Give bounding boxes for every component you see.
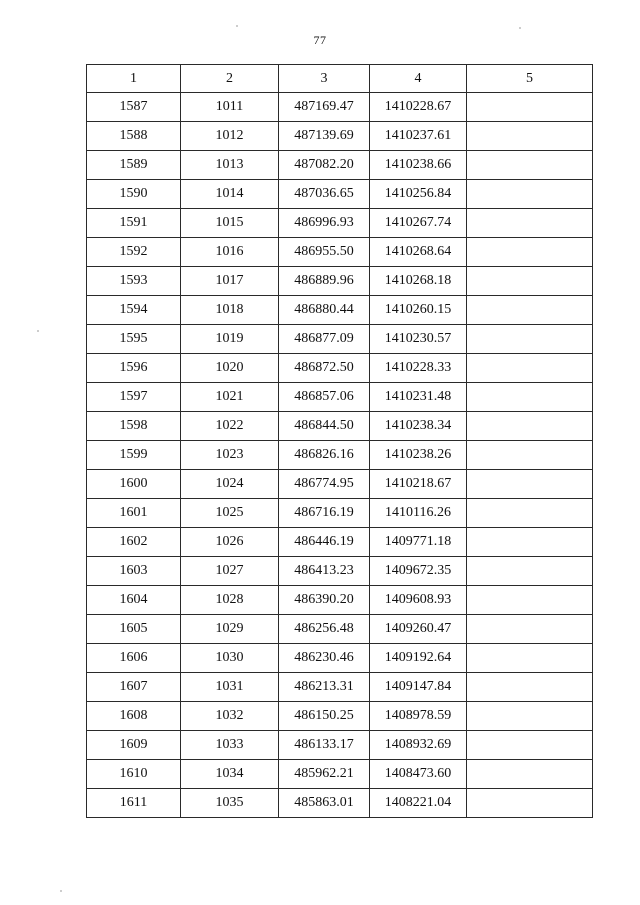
x-coordinate-cell: 486390.20	[279, 586, 370, 615]
index-cell: 1019	[181, 325, 279, 354]
point-number-cell: 1609	[87, 731, 181, 760]
y-coordinate-cell: 1408978.59	[370, 702, 467, 731]
y-coordinate-cell: 1409192.64	[370, 644, 467, 673]
point-number-cell: 1610	[87, 760, 181, 789]
note-cell	[467, 586, 593, 615]
note-cell	[467, 615, 593, 644]
index-cell: 1035	[181, 789, 279, 818]
note-cell	[467, 354, 593, 383]
table-row	[87, 296, 593, 325]
y-coordinate-cell: 1409608.93	[370, 586, 467, 615]
note-cell	[467, 180, 593, 209]
point-number-cell: 1589	[87, 151, 181, 180]
x-coordinate-cell: 486213.31	[279, 673, 370, 702]
note-cell	[467, 557, 593, 586]
note-cell	[467, 702, 593, 731]
index-cell: 1032	[181, 702, 279, 731]
table-row	[87, 731, 593, 760]
index-cell: 1025	[181, 499, 279, 528]
table-row	[87, 615, 593, 644]
point-number-cell: 1608	[87, 702, 181, 731]
x-coordinate-cell: 486716.19	[279, 499, 370, 528]
table-header	[87, 65, 593, 93]
y-coordinate-cell: 1410267.74	[370, 209, 467, 238]
point-number-cell: 1595	[87, 325, 181, 354]
table-row	[87, 702, 593, 731]
index-cell: 1015	[181, 209, 279, 238]
note-cell	[467, 528, 593, 557]
scan-speck	[236, 25, 238, 27]
index-cell: 1027	[181, 557, 279, 586]
table-row	[87, 325, 593, 354]
x-coordinate-cell: 486877.09	[279, 325, 370, 354]
note-cell	[467, 383, 593, 412]
y-coordinate-cell: 1409147.84	[370, 673, 467, 702]
index-cell: 1021	[181, 383, 279, 412]
x-coordinate-cell: 486844.50	[279, 412, 370, 441]
table-row	[87, 760, 593, 789]
y-coordinate-cell: 1410218.67	[370, 470, 467, 499]
point-number-cell: 1601	[87, 499, 181, 528]
index-cell: 1030	[181, 644, 279, 673]
point-number-cell: 1598	[87, 412, 181, 441]
x-coordinate-cell: 486955.50	[279, 238, 370, 267]
table-row	[87, 499, 593, 528]
point-number-cell: 1591	[87, 209, 181, 238]
table-row	[87, 673, 593, 702]
note-cell	[467, 209, 593, 238]
table-row	[87, 383, 593, 412]
x-coordinate-cell: 485962.21	[279, 760, 370, 789]
y-coordinate-cell: 1410238.34	[370, 412, 467, 441]
y-coordinate-cell: 1409260.47	[370, 615, 467, 644]
y-coordinate-cell: 1410238.26	[370, 441, 467, 470]
note-cell	[467, 325, 593, 354]
header-cell-2: 2	[181, 65, 279, 93]
table-row	[87, 151, 593, 180]
table-row	[87, 354, 593, 383]
x-coordinate-cell: 486872.50	[279, 354, 370, 383]
point-number-cell: 1605	[87, 615, 181, 644]
y-coordinate-cell: 1408932.69	[370, 731, 467, 760]
index-cell: 1024	[181, 470, 279, 499]
table-row	[87, 93, 593, 122]
note-cell	[467, 644, 593, 673]
scan-speck	[519, 27, 521, 29]
table-row	[87, 267, 593, 296]
header-cell-5: 5	[467, 65, 593, 93]
table-row	[87, 180, 593, 209]
point-number-cell: 1611	[87, 789, 181, 818]
y-coordinate-cell: 1410116.26	[370, 499, 467, 528]
point-number-cell: 1593	[87, 267, 181, 296]
coordinates-table	[86, 64, 593, 818]
x-coordinate-cell: 486889.96	[279, 267, 370, 296]
point-number-cell: 1599	[87, 441, 181, 470]
note-cell	[467, 296, 593, 325]
table-row	[87, 412, 593, 441]
table-row	[87, 441, 593, 470]
point-number-cell: 1596	[87, 354, 181, 383]
index-cell: 1012	[181, 122, 279, 151]
y-coordinate-cell: 1410228.33	[370, 354, 467, 383]
x-coordinate-cell: 487139.69	[279, 122, 370, 151]
header-row	[87, 65, 593, 93]
table-row	[87, 122, 593, 151]
y-coordinate-cell: 1410268.64	[370, 238, 467, 267]
y-coordinate-cell: 1410256.84	[370, 180, 467, 209]
x-coordinate-cell: 486996.93	[279, 209, 370, 238]
point-number-cell: 1604	[87, 586, 181, 615]
index-cell: 1023	[181, 441, 279, 470]
x-coordinate-cell: 485863.01	[279, 789, 370, 818]
y-coordinate-cell: 1409672.35	[370, 557, 467, 586]
x-coordinate-cell: 486150.25	[279, 702, 370, 731]
note-cell	[467, 499, 593, 528]
y-coordinate-cell: 1410260.15	[370, 296, 467, 325]
point-number-cell: 1587	[87, 93, 181, 122]
x-coordinate-cell: 486230.46	[279, 644, 370, 673]
note-cell	[467, 731, 593, 760]
y-coordinate-cell: 1410238.66	[370, 151, 467, 180]
table-body	[87, 93, 593, 818]
header-cell-1: 1	[87, 65, 181, 93]
point-number-cell: 1597	[87, 383, 181, 412]
table-row	[87, 238, 593, 267]
y-coordinate-cell: 1410268.18	[370, 267, 467, 296]
note-cell	[467, 122, 593, 151]
index-cell: 1013	[181, 151, 279, 180]
point-number-cell: 1592	[87, 238, 181, 267]
x-coordinate-cell: 486133.17	[279, 731, 370, 760]
point-number-cell: 1600	[87, 470, 181, 499]
note-cell	[467, 151, 593, 180]
note-cell	[467, 441, 593, 470]
table-row	[87, 209, 593, 238]
x-coordinate-cell: 486880.44	[279, 296, 370, 325]
point-number-cell: 1603	[87, 557, 181, 586]
y-coordinate-cell: 1410231.48	[370, 383, 467, 412]
index-cell: 1011	[181, 93, 279, 122]
x-coordinate-cell: 486413.23	[279, 557, 370, 586]
note-cell	[467, 412, 593, 441]
scan-speck	[37, 330, 39, 332]
header-cell-3: 3	[279, 65, 370, 93]
index-cell: 1033	[181, 731, 279, 760]
x-coordinate-cell: 486857.06	[279, 383, 370, 412]
point-number-cell: 1590	[87, 180, 181, 209]
table-row	[87, 644, 593, 673]
index-cell: 1029	[181, 615, 279, 644]
x-coordinate-cell: 487169.47	[279, 93, 370, 122]
x-coordinate-cell: 487036.65	[279, 180, 370, 209]
y-coordinate-cell: 1410230.57	[370, 325, 467, 354]
note-cell	[467, 789, 593, 818]
index-cell: 1031	[181, 673, 279, 702]
index-cell: 1028	[181, 586, 279, 615]
table-row	[87, 557, 593, 586]
point-number-cell: 1602	[87, 528, 181, 557]
index-cell: 1017	[181, 267, 279, 296]
index-cell: 1020	[181, 354, 279, 383]
y-coordinate-cell: 1410237.61	[370, 122, 467, 151]
note-cell	[467, 93, 593, 122]
x-coordinate-cell: 487082.20	[279, 151, 370, 180]
note-cell	[467, 470, 593, 499]
index-cell: 1014	[181, 180, 279, 209]
note-cell	[467, 760, 593, 789]
index-cell: 1016	[181, 238, 279, 267]
y-coordinate-cell: 1408221.04	[370, 789, 467, 818]
table-row	[87, 789, 593, 818]
x-coordinate-cell: 486774.95	[279, 470, 370, 499]
index-cell: 1022	[181, 412, 279, 441]
x-coordinate-cell: 486256.48	[279, 615, 370, 644]
page-number: 77	[313, 33, 327, 47]
y-coordinate-cell: 1410228.67	[370, 93, 467, 122]
table-row	[87, 528, 593, 557]
index-cell: 1034	[181, 760, 279, 789]
scan-speck	[60, 890, 62, 892]
table-row	[87, 586, 593, 615]
y-coordinate-cell: 1409771.18	[370, 528, 467, 557]
point-number-cell: 1607	[87, 673, 181, 702]
note-cell	[467, 238, 593, 267]
index-cell: 1018	[181, 296, 279, 325]
point-number-cell: 1588	[87, 122, 181, 151]
header-cell-4: 4	[370, 65, 467, 93]
note-cell	[467, 267, 593, 296]
y-coordinate-cell: 1408473.60	[370, 760, 467, 789]
x-coordinate-cell: 486826.16	[279, 441, 370, 470]
x-coordinate-cell: 486446.19	[279, 528, 370, 557]
table-row	[87, 470, 593, 499]
note-cell	[467, 673, 593, 702]
index-cell: 1026	[181, 528, 279, 557]
point-number-cell: 1606	[87, 644, 181, 673]
point-number-cell: 1594	[87, 296, 181, 325]
